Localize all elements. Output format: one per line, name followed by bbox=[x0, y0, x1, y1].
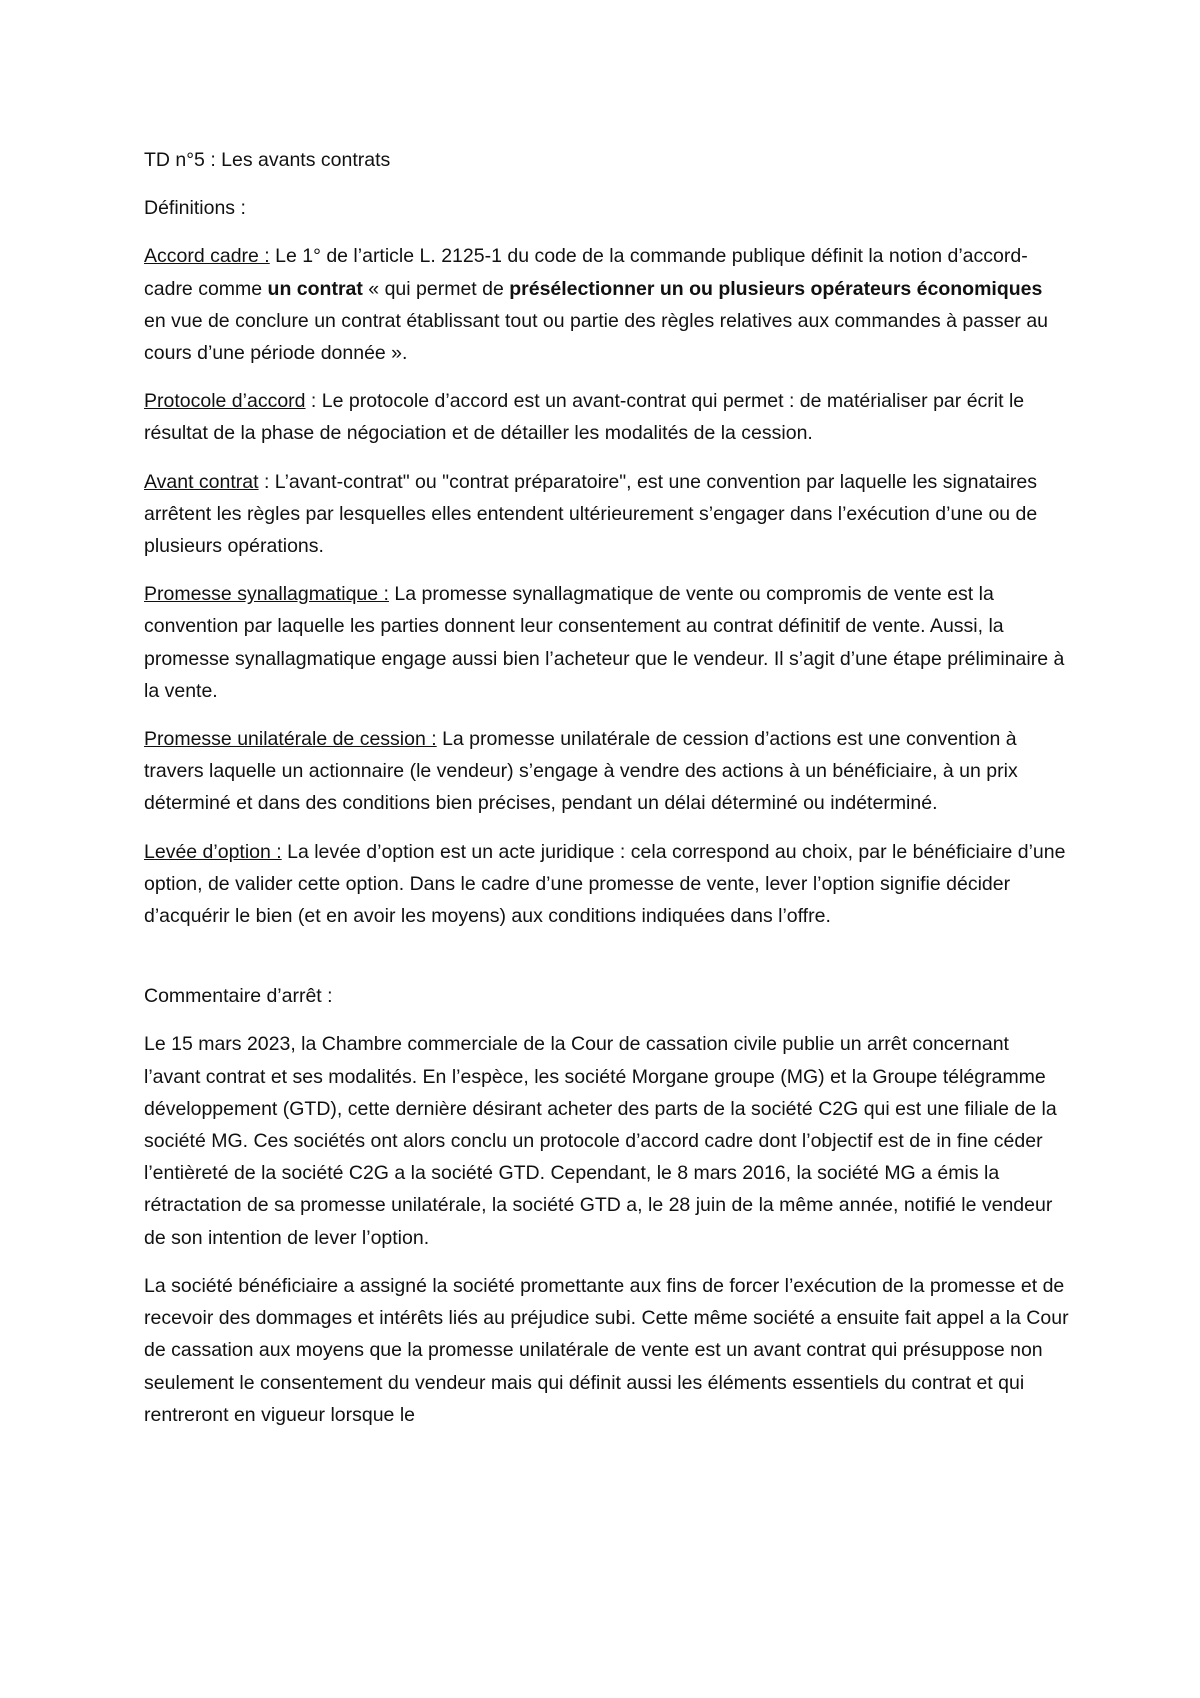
definition-promesse-synallagmatique bbox=[144, 578, 1069, 707]
definition-term: Accord cadre : bbox=[144, 245, 270, 268]
commentary-paragraph: Le 15 mars 2023, la Chambre commerciale de la Cour de cassation civile publie un arrêt concernant l’avant contrat et ses modalités. En l’espèce, les société Morgane groupe (MG) et la Groupe télégramme développement (GTD), cette dernière désirant acheter des parts de la société C2G qui est une filiale de la société MG. Ces sociétés ont alors conclu un protocole d’accord cadre dont l’objectif est de in fine céder l’entièreté de la société C2G a la société GTD. Cependant, le 8 mars 2016, la société MG a émis la rétractation de sa promesse unilatérale, la société GTD a, le 28 juin de la même année, notifié le vendeur de son intention de lever l’option. bbox=[144, 1033, 1057, 1249]
commentary-heading: Commentaire d’arrêt : bbox=[144, 985, 333, 1008]
definition-term: Promesse unilatérale de cession : bbox=[144, 728, 437, 751]
definition-term: Avant contrat bbox=[144, 470, 259, 493]
document-body bbox=[144, 144, 1069, 1447]
definition-text: en vue de conclure un contrat établissant tout ou partie des règles relatives aux commandes à passer au cours d’une période donnée ». bbox=[144, 309, 1049, 365]
definition-term: Protocole d’accord bbox=[144, 390, 306, 413]
definition-text: La levée d’option est un acte juridique : cela correspond au choix, par le bénéficiaire d’une option, de valider cette option. Dans le cadre d’une promesse de vente, lever l’option signifie décider d’acquérir le bien (et en avoir les moyens) aux conditions indiquées dans l’offre. bbox=[144, 840, 1066, 928]
definition-text: La promesse unilatérale de cession d’actions est une convention à travers laquelle un actionnaire (le vendeur) s’engage à vendre des actions à un bénéficiaire, à un prix déterminé et dans des conditions bien précises, pendant un délai déterminé ou indéterminé. bbox=[144, 728, 1018, 815]
section-spacer bbox=[144, 948, 1069, 980]
definition-levee-option bbox=[144, 836, 1069, 933]
definition-protocole-accord bbox=[144, 385, 1069, 449]
document-title: TD n°5 : Les avants contrats bbox=[144, 149, 391, 171]
definition-text: : Le protocole d’accord est un avant-contrat qui permet : de matérialiser par écrit le résultat de la phase de négociation et de détailler les modalités de la cession. bbox=[144, 390, 1025, 445]
definition-text: « qui permet de bbox=[362, 277, 510, 300]
definition-text: La promesse synallagmatique de vente ou compromis de vente est la convention par laquelle les parties donnent leur consentement au contrat définitif de vente. Aussi, la promesse synallagmatique engage aussi bien l’acheteur que le vendeur. Il s’agit d’une étape préliminaire à la vente. bbox=[144, 583, 1065, 702]
definition-term: Levée d’option : bbox=[144, 840, 282, 863]
definition-emphasis: un contrat bbox=[267, 277, 363, 300]
definition-term: Promesse synallagmatique : bbox=[144, 583, 389, 606]
commentary-paragraph: La société bénéficiaire a assigné la société promettante aux fins de forcer l’exécution de la promesse et de recevoir des dommages et intérêts liés au préjudice subi. Cette même société a ensuite fait appel a la Cour de cassation aux moyens que la promesse unilatérale de vente est un avant contrat qui présuppose non seulement le consentement du vendeur mais qui définit aussi les éléments essentiels du contrat et qui rentreront en vigueur lorsque le bbox=[144, 1274, 1069, 1426]
definition-accord-cadre bbox=[144, 240, 1069, 369]
definition-text: : L’avant-contrat" ou "contrat préparatoire", est une convention par laquelle les signataires arrêtent les règles par lesquelles elles entendent ultérieurement s’engager dans l’exécution d’une ou de plusieurs opérations. bbox=[144, 470, 1038, 558]
definition-emphasis: présélectionner un ou plusieurs opérateurs économiques bbox=[509, 277, 1043, 300]
definition-avant-contrat bbox=[144, 466, 1069, 563]
definitions-heading: Définitions : bbox=[144, 197, 246, 220]
definition-text: Le 1° de l’article L. 2125-1 du code de la commande publique définit la notion d’accord-cadre comme bbox=[144, 245, 1028, 300]
definition-promesse-unilaterale bbox=[144, 723, 1069, 820]
